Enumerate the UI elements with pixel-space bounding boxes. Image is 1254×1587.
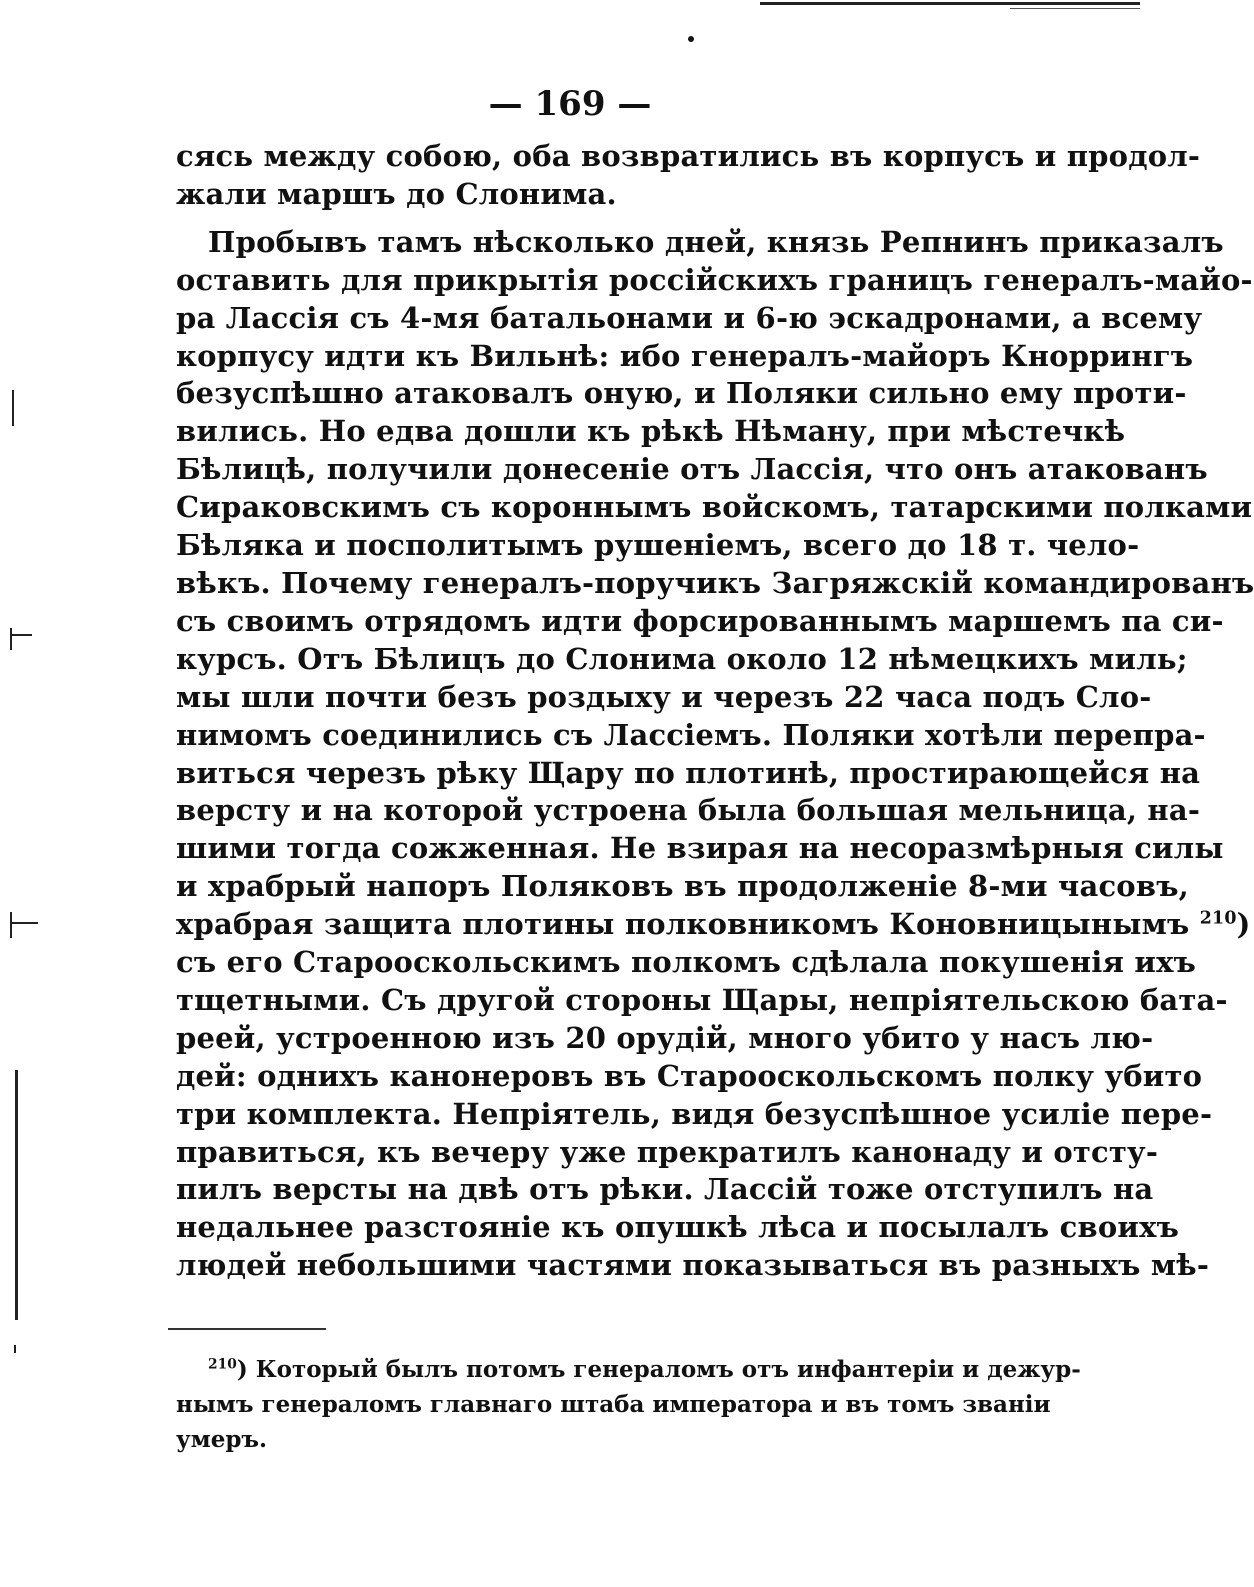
footnote-line (176, 1352, 1081, 1387)
text-line: сясь между собою, оба возвратились въ корпусъ и продол- (176, 139, 1201, 173)
text-line: жали маршъ до Слонима. (176, 176, 617, 211)
text-line: реей, устроенною изъ 20 орудій, много убито у насъ лю- (176, 1020, 1154, 1055)
footnote-number: 210 (208, 1356, 237, 1373)
top-edge-rule-thin (1010, 8, 1140, 9)
text-line: виться черезъ рѣку Щару по плотинѣ, простирающейся на (176, 755, 1201, 790)
text-line: шими тогда сожженная. Не взирая на несоразмѣрныя силы (176, 831, 1224, 866)
text-line: вѣкъ. Почему генералъ-поручикъ Загряжскій командированъ (176, 565, 1254, 600)
footnote-ref-number: 210 (1199, 908, 1237, 929)
text-line: съ его Старооскольскимъ полкомъ сдѣлала покушенія ихъ (176, 945, 1197, 980)
main-text (176, 138, 1254, 1285)
footnote-divider (168, 1328, 326, 1330)
text-line: Бѣляка и посполитымъ рушеніемъ, всего до 18 т. чело- (176, 528, 1140, 563)
margin-mark (10, 912, 12, 938)
text-line: мы шли почти безъ роздыху и черезъ 22 часа подъ Сло- (176, 679, 1152, 714)
text-line: оставить для прикрытія россійскихъ границъ генералъ-майо- (176, 262, 1253, 297)
margin-mark (14, 1345, 16, 1353)
footnote-line: нымъ генераломъ главнаго штаба императора и въ томъ званіи (176, 1391, 1051, 1418)
margin-mark (10, 628, 12, 650)
margin-mark (15, 1070, 18, 1320)
text-line: Сираковскимъ съ короннымъ войскомъ, татарскими полками (176, 490, 1253, 525)
text-line: тщетными. Съ другой стороны Щары, непріятельскою бата- (176, 982, 1228, 1017)
margin-mark (10, 922, 38, 924)
text-line: дей: однихъ канонеровъ въ Старооскольскомъ полку убито (176, 1058, 1203, 1093)
ink-dot (688, 36, 694, 42)
text-line: недальнее разстояніе къ опушкѣ лѣса и посылалъ своихъ (176, 1210, 1180, 1245)
top-edge-rule (760, 2, 1140, 5)
margin-mark (10, 634, 32, 636)
text-line: и храбрый напоръ Поляковъ въ продолженіе 8-ми часовъ, (176, 869, 1189, 904)
text-line: Пробывъ тамъ нѣсколько дней, князь Репнинъ приказалъ (208, 224, 1224, 259)
footnote-line: умеръ. (176, 1426, 268, 1453)
footnote-text: ) Который былъ потомъ генераломъ отъ инфантеріи и дежур- (236, 1356, 1081, 1383)
text-line: версту и на которой устроена была большая мельница, на- (176, 793, 1201, 828)
text-line-with-footnote (176, 906, 1251, 944)
text-line: ра Лассія съ 4-мя батальонами и 6-ю эскадронами, а всему (176, 300, 1203, 335)
text-line: нимомъ соединились съ Лассіемъ. Поляки хотѣли перепра- (176, 717, 1206, 752)
text-line: храбрая защита плотины полковникомъ Коновницынымъ (176, 907, 1190, 942)
page-number: — 169 — (488, 84, 652, 124)
text-line: вились. Но едва дошли къ рѣкѣ Нѣману, при мѣстечкѣ (176, 414, 1126, 449)
text-line: три комплекта. Непріятель, видя безуспѣшное усиліе пере- (176, 1096, 1213, 1131)
text-line: пилъ версты на двѣ отъ рѣки. Лассій тоже отступилъ на (176, 1172, 1154, 1207)
text-line: съ своимъ отрядомъ идти форсированнымъ маршемъ па си- (176, 603, 1224, 638)
text-line: корпусу идти къ Вильнѣ: ибо генералъ-майоръ Кноррингъ (176, 338, 1194, 373)
text-line: правиться, къ вечеру уже прекратилъ канонаду и отсту- (176, 1134, 1159, 1169)
margin-mark (12, 390, 14, 426)
text-line: безуспѣшно атаковалъ оную, и Поляки сильно ему проти- (176, 376, 1187, 411)
text-line: Бѣлицѣ, получили донесеніе отъ Лассія, что онъ атакованъ (176, 452, 1208, 487)
footnote (176, 1352, 1081, 1457)
text-line: курсъ. Отъ Бѣлицъ до Слонима около 12 нѣмецкихъ миль; (176, 641, 1188, 676)
text-line: людей небольшими частями показываться въ разныхъ мѣ- (176, 1248, 1210, 1283)
footnote-reference: $^{210}$) (1199, 907, 1251, 942)
